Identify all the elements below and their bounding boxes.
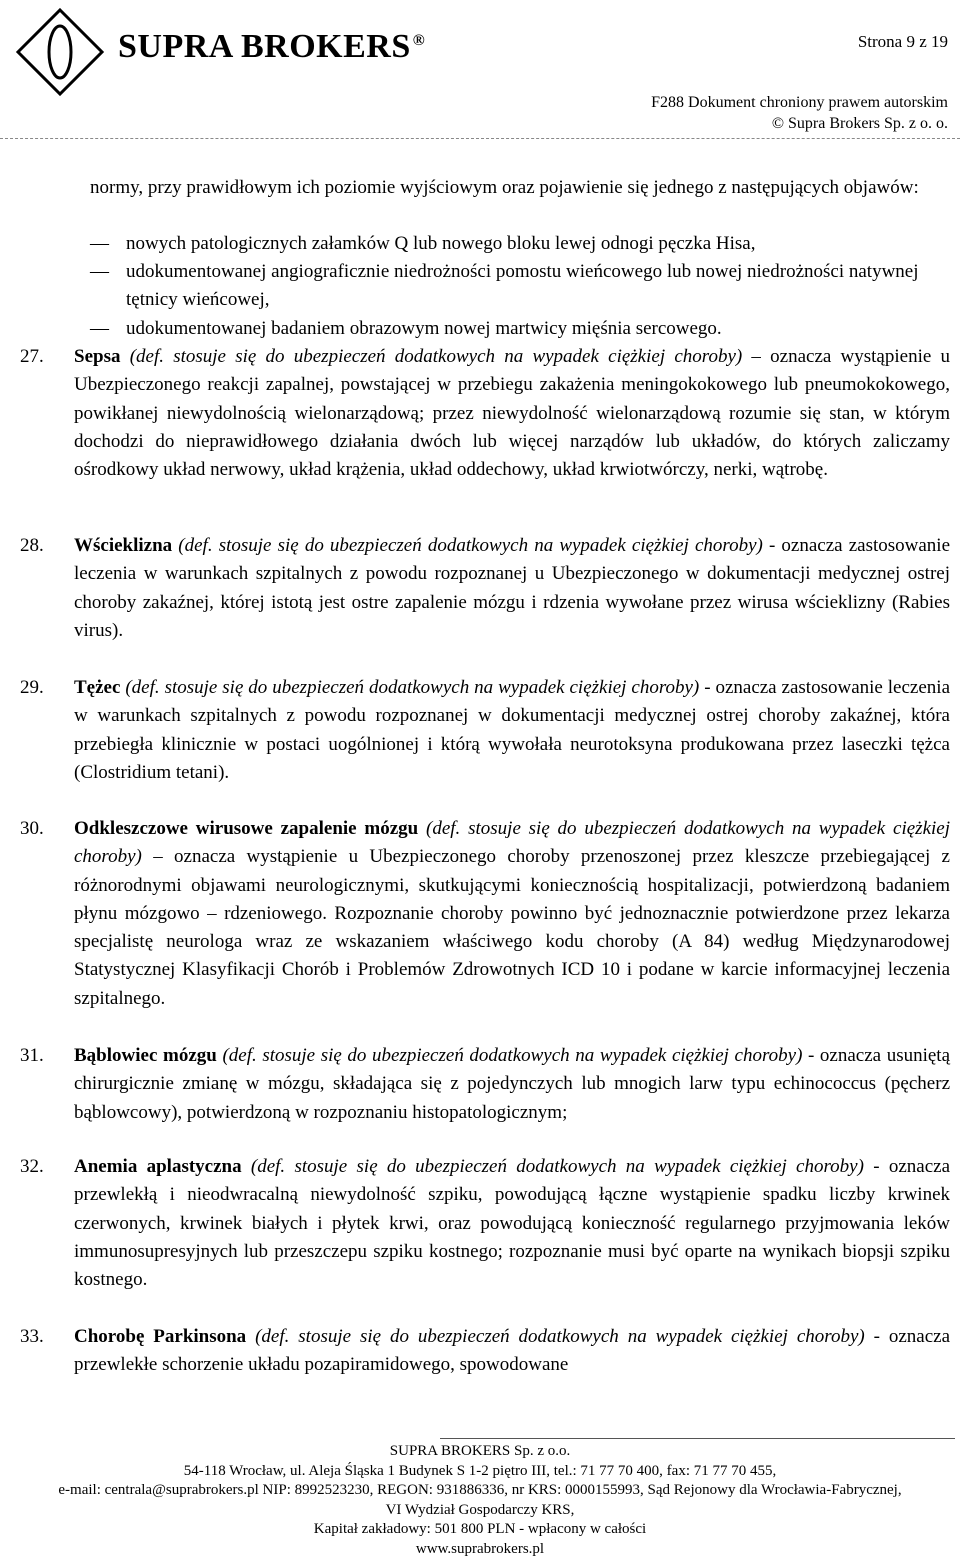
term: Tężec [74,677,121,698]
definition-item [20,1153,950,1294]
term: Bąblowiec mózgu [74,1045,217,1066]
header-divider [0,138,960,139]
brand-name: SUPRA BROKERS ® [118,28,426,65]
definition-text: - oznacza usuniętą chirurgicznie zmianę w mózgu, składająca się z pojedynczych lub mnogich larw typu echinococcus (pęcherz bąblowcowy), potwierdzoną w rozpoznaniu histopatologicznym; [74,1045,951,1123]
definition-scope: (def. stosuje się do ubezpieczeń dodatkowych na wypadek ciężkiej choroby) [178,535,763,556]
supra-brokers-logo-icon [14,6,106,98]
item-number: 28. [20,535,44,556]
definition-item [20,532,950,645]
page-footer [0,1442,960,1559]
term: Odkleszczowe wirusowe zapalenie mózgu [74,818,419,839]
definition-item [20,674,950,787]
footer-address: 54-118 Wrocław, ul. Aleja Śląska 1 Budynek S 1-2 piętro III, tel.: 71 77 70 400, fax: 71 77 70 455, [183,1462,777,1479]
definition-text: - oznacza przewlekłą i nieodwracalną niewydolność szpiku, powodującą łączne wystąpienie spadku liczby krwinek czerwonych, krwinek białych i płytek krwi, oraz powodującą konieczność regularnego przyjmowania leków immunosupresyjnych lub przeszczepu szpiku kostnego; rozpoznanie musi być oparte na wynikach biopsji szpiku kostnego. [74,1156,951,1291]
item-number: 32. [20,1156,44,1177]
definition-scope: (def. stosuje się do ubezpieczeń dodatkowych na wypadek ciężkiej choroby) [250,1156,864,1177]
footer-company: SUPRA BROKERS Sp. z o.o. [389,1443,571,1459]
footer-website: www.suprabrokers.pl [415,1540,545,1557]
footer-registration: e-mail: centrala@suprabrokers.pl NIP: 8992523230, REGON: 931886336, nr KRS: 0000155993, Sąd Rejonowy dla Wrocławia-Fabrycznej, [58,1482,902,1498]
item-number: 31. [20,1045,44,1066]
document-notice: F288 Dokument chroniony prawem autorskim [651,94,948,111]
list-item: — udokumentowanej badaniem obrazowym nowej martwicy mięśnia sercowego. [90,315,950,343]
definition-scope: (def. stosuje się do ubezpieczeń dodatkowych na wypadek ciężkiej choroby) [255,1326,865,1347]
dash-bullet: — [90,233,109,254]
definition-text: - oznacza zastosowanie leczenia w warunkach szpitalnych z powodu rozpoznanej w dokumentacji medycznej ostrej choroby zakaźnej, która przebiegła klinicznie w postaci uogólnionej i którą wywołała neurotoksyna produkowana przez laseczki tężca (Clostridium tetani). [74,677,951,783]
definition-text: – oznacza wystąpienie u Ubezpieczonego choroby przenoszonej przez kleszcze przebiegającej z różnorodnymi objawami neurologicznymi, skutkującymi koniecznością hospitalizacji, potwierdzoną badaniem płynu mózgowo – rdzeniowego. Rozpoznanie choroby powinno być jednoznacznie potwierdzone przez lekarza specjalistę neurologa wraz ze wskazaniem właściwego kodu choroby (A 84) według Międzynarodowej Statystycznej Klasyfikacji Chorób i Problemów Zdrowotnych ICD 10 i podane w karcie informacyjnej leczenia szpitalnego. [74,846,950,1009]
intro-paragraph: normy, przy prawidłowym ich poziomie wyjściowym oraz pojawienie się jednego z następujących objawów: [90,177,919,198]
list-item: — nowych patologicznych załamków Q lub nowego bloku lewej odnogi pęczka Hisa, [90,230,950,258]
copyright-notice: © Supra Brokers Sp. z o. o. [771,115,948,132]
term: Chorobę Parkinsona [74,1326,247,1347]
definition-text: – oznacza wystąpienie u Ubezpieczonego reakcji zapalnej, powstającej w przebiegu zakażenia meningokokowego lub pneumokokowego, powikłanej niewydolnością wielonarządową; przez niewydolność wielonarządową rozumie się stan, w którym dochodzi do nieprawidłowego działania dwóch lub więcej narządów lub układów, do których zaliczamy ośrodkowy układ nerwowy, układ krążenia, układ oddechowy, układ krwiotwórczy, nerki, wątrobę. [74,346,950,481]
list-item: — udokumentowanej angiograficznie niedrożności pomostu wieńcowego lub nowej niedrożności natywnej tętnicy wieńcowej, [90,258,950,315]
definition-item [20,343,950,484]
definition-item [20,1323,950,1380]
term: Anemia aplastyczna [74,1156,242,1177]
definition-scope: (def. stosuje się do ubezpieczeń dodatkowych na wypadek ciężkiej choroby) [129,346,743,367]
definition-item [20,1042,950,1127]
term: Wścieklizna [74,535,173,556]
item-number: 33. [20,1326,44,1347]
definition-scope: (def. stosuje się do ubezpieczeń dodatkowych na wypadek ciężkiej choroby) [125,677,700,698]
page-header [0,0,960,132]
definition-item [20,815,950,1013]
item-number: 29. [20,677,44,698]
footer-court: VI Wydział Gospodarczy KRS, [385,1501,575,1518]
dash-bullet: — [90,261,109,282]
term: Sepsa [74,346,121,367]
definition-text: - oznacza zastosowanie leczenia w warunkach szpitalnych z powodu rozpoznanej u Ubezpieczonego w dokumentacji medycznej ostrej choroby zakaźnej, której istotą jest ostre zapalenie mózgu i rdzenia wywołane przez wirusa wścieklizny (Rabies virus). [74,535,951,641]
item-number: 30. [20,818,44,839]
page-number: Strona 9 z 19 [857,32,948,51]
dash-bullet: — [90,318,109,339]
definition-text: - oznacza przewlekłe schorzenie układu pozapiramidowego, spowodowane [74,1326,951,1376]
definition-scope: (def. stosuje się do ubezpieczeń dodatkowych na wypadek ciężkiej choroby) [74,818,950,868]
footer-capital: Kapitał zakładowy: 501 800 PLN - wpłacony w całości [313,1521,647,1537]
definition-scope: (def. stosuje się do ubezpieczeń dodatkowych na wypadek ciężkiej choroby) [222,1045,803,1066]
item-number: 27. [20,346,44,367]
footer-divider [440,1438,955,1439]
